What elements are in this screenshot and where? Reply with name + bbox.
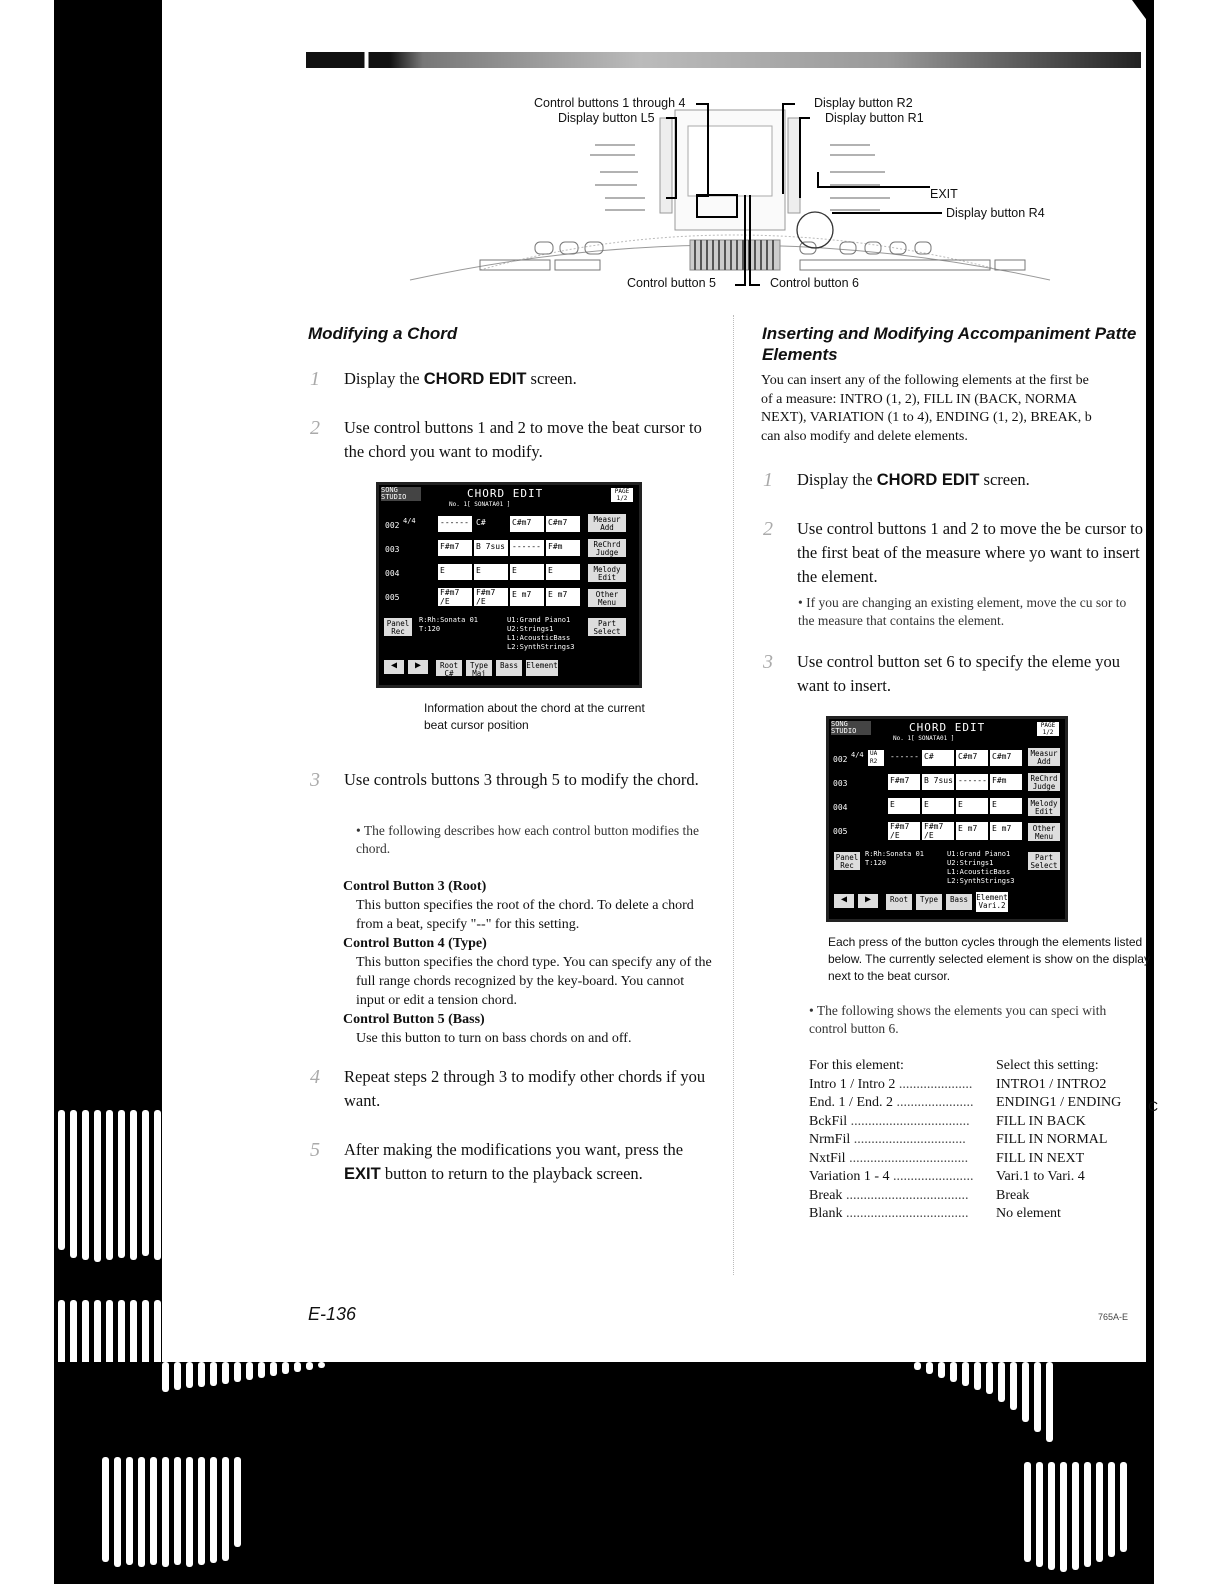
scan-artifact bbox=[1024, 1462, 1127, 1572]
part-u2: U2:Strings1 bbox=[947, 859, 994, 867]
song-number: No. 1[ SONATA01 ] bbox=[893, 735, 955, 742]
chord-cell[interactable]: E bbox=[955, 797, 989, 815]
right-intro: You can insert any of the following elements at the first be of a measure: INTRO (1, 2), FILL IN (BACK, NORMA NEXT), VARIATION (1 to 4), ENDING (1, 2), BREAK, b can also modify and delete elements. bbox=[761, 373, 1092, 444]
page-indicator: PAGE 1/2 bbox=[611, 488, 633, 502]
next-arrow-icon[interactable]: ▶ bbox=[857, 893, 879, 909]
scan-artifact bbox=[162, 1362, 325, 1392]
measure-004: 004 bbox=[385, 569, 400, 578]
element-indicator: UA R2 bbox=[867, 749, 885, 767]
measure-003: 003 bbox=[385, 545, 400, 554]
label-display-button-r1: Display button R1 bbox=[825, 111, 924, 125]
label-exit: EXIT bbox=[930, 187, 958, 201]
melody-edit-button[interactable]: Melody Edit bbox=[1027, 797, 1061, 817]
part-u2: U2:Strings1 bbox=[507, 625, 554, 633]
step-number: 2 bbox=[763, 518, 773, 540]
part-u1: U1:Grand Piano1 bbox=[507, 616, 571, 624]
measure-002: 002 bbox=[833, 755, 848, 764]
chord-cell[interactable]: E m7 bbox=[509, 587, 545, 607]
part-l2: L2:SynthStrings3 bbox=[947, 877, 1015, 885]
chord-cell[interactable]: C# bbox=[921, 749, 955, 767]
section-heading-elements: Elements bbox=[762, 345, 838, 364]
table-row: End. 1 / End. 2 ...................... ENDING1 / ENDING bbox=[809, 1095, 1122, 1110]
chord-cell[interactable]: ------ bbox=[509, 539, 545, 557]
chord-cell[interactable]: F#m7 /E bbox=[887, 821, 921, 841]
chord-cell[interactable]: E bbox=[437, 563, 473, 581]
label-control-button-5: Control button 5 bbox=[627, 276, 716, 290]
scan-margin bbox=[0, 0, 54, 1584]
label-control-buttons-1-4: Control buttons 1 through 4 bbox=[534, 96, 686, 110]
part-l1: L1:AcousticBass bbox=[507, 634, 571, 642]
tempo-info: T:120 bbox=[419, 625, 441, 633]
panel-rec-button[interactable]: Panel Rec bbox=[383, 617, 413, 637]
measure-002: 002 bbox=[385, 521, 400, 530]
table-row: Intro 1 / Intro 2 ..................... INTRO1 / INTRO2 bbox=[809, 1076, 1107, 1092]
label-display-button-l5: Display button L5 bbox=[558, 111, 655, 125]
chord-cell[interactable]: E m7 bbox=[955, 821, 989, 841]
right-step-2: 2 Use control buttons 1 and 2 to move the be cursor to the first beat of the measure where yo want to insert the element. bbox=[763, 518, 1143, 586]
other-menu-button[interactable]: Other Menu bbox=[1027, 822, 1061, 842]
table-row: Blank ................................... No element bbox=[809, 1206, 1061, 1221]
scan-artifact bbox=[58, 1110, 173, 1265]
measure-add-button[interactable]: Measur Add bbox=[587, 513, 627, 533]
measure-005: 005 bbox=[833, 827, 848, 836]
chord-cell[interactable]: B 7sus bbox=[473, 539, 509, 557]
header-bar bbox=[306, 52, 1141, 68]
tempo-info: T:120 bbox=[865, 859, 887, 867]
chord-cell[interactable]: E bbox=[509, 563, 545, 581]
tab-root[interactable]: Root C# bbox=[435, 659, 463, 677]
part-l1: L1:AcousticBass bbox=[947, 868, 1011, 876]
keyboard-panel-illustration bbox=[400, 90, 1060, 300]
rhythm-info: R:Rh:Sonata 01 bbox=[419, 616, 479, 624]
mode-label: SONG STUDIO bbox=[831, 721, 871, 735]
measure-004: 004 bbox=[833, 803, 848, 812]
left-screen-caption: Information about the chord at the current beat cursor position bbox=[424, 701, 645, 732]
table-row: BckFil .................................. FILL IN BACK bbox=[809, 1113, 1086, 1129]
section-heading-inserting: Inserting and Modifying Accompaniment Patte bbox=[762, 324, 1137, 343]
song-number: No. 1[ SONATA01 ] bbox=[449, 501, 511, 508]
left-bullet: • The following describes how each control button modifies the chord. bbox=[356, 823, 700, 856]
button-4-text: This button specifies the chord type. You can specify any of the full range chords recognized by the key-board. You cannot input or edit a tension chord. bbox=[356, 955, 712, 1008]
chord-edit-screen-element bbox=[826, 716, 1068, 922]
screen-title: CHORD EDIT bbox=[467, 487, 544, 500]
chord-cell[interactable]: C#m7 bbox=[989, 749, 1023, 767]
chord-cell[interactable]: F#m7 /E bbox=[921, 821, 955, 841]
part-l2: L2:SynthStrings3 bbox=[507, 643, 575, 651]
step-number: 3 bbox=[763, 651, 773, 673]
right-step-3: 3 Use control button set 6 to specify the eleme you want to insert. bbox=[763, 651, 1121, 695]
table-row: NxtFil .................................. FILL IN NEXT bbox=[809, 1150, 1085, 1166]
page-number: E-136 bbox=[308, 1304, 357, 1324]
keyboard-diagram bbox=[400, 90, 1060, 300]
column-divider bbox=[733, 315, 735, 1275]
label-display-button-r4: Display button R4 bbox=[946, 206, 1045, 220]
time-signature: 4/4 bbox=[851, 751, 864, 759]
label-control-button-6: Control button 6 bbox=[770, 276, 859, 290]
panel-rec-button[interactable]: Panel Rec bbox=[833, 851, 861, 871]
margin-mark: C bbox=[1148, 1098, 1159, 1114]
measure-005: 005 bbox=[385, 593, 400, 602]
right-bullet-2: • The following shows the elements you can speci with control button 6. bbox=[809, 1003, 1107, 1036]
next-arrow-icon[interactable]: ▶ bbox=[407, 659, 429, 675]
page-indicator: PAGE 1/2 bbox=[1037, 722, 1059, 736]
step-number: 2 bbox=[310, 417, 320, 439]
step-number: 4 bbox=[310, 1066, 320, 1088]
part-select-button[interactable]: Part Select bbox=[587, 617, 627, 637]
scan-artifact bbox=[914, 1362, 1053, 1442]
step-number: 1 bbox=[310, 368, 320, 390]
tab-type[interactable]: Type bbox=[915, 893, 943, 911]
rechord-judge-button[interactable]: ReChrd Judge bbox=[587, 538, 627, 558]
chord-cell[interactable]: F#m7 /E bbox=[473, 587, 509, 607]
melody-edit-button[interactable]: Melody Edit bbox=[587, 563, 627, 583]
other-menu-button[interactable]: Other Menu bbox=[587, 588, 627, 608]
chord-cell[interactable]: C#m7 bbox=[545, 515, 581, 533]
tab-element[interactable]: Element bbox=[525, 659, 559, 677]
rechord-judge-button[interactable]: ReChrd Judge bbox=[1027, 772, 1061, 792]
button-5-title: Control Button 5 (Bass) bbox=[343, 1012, 485, 1027]
left-step-4: 4 Repeat steps 2 through 3 to modify other chords if you want. bbox=[310, 1066, 706, 1110]
chord-cell[interactable]: E bbox=[545, 563, 581, 581]
chord-cell[interactable]: E bbox=[887, 797, 921, 815]
chord-cell[interactable]: F#m7 bbox=[437, 539, 473, 557]
chord-cell[interactable]: F#m7 bbox=[887, 773, 921, 791]
rhythm-info: R:Rh:Sonata 01 bbox=[865, 850, 925, 858]
control-button-descriptions bbox=[343, 877, 713, 1048]
chord-cell[interactable]: C#m7 bbox=[509, 515, 545, 533]
element-table bbox=[809, 1057, 1149, 1224]
right-bullet-1: • If you are changing an existing element, move the cu sor to the measure that contains the element. bbox=[798, 595, 1127, 628]
tab-bass[interactable]: Bass bbox=[495, 659, 523, 677]
right-screen-caption: Each press of the button cycles through the elements listed below. The currently selected element is show on the display next to the beat cursor. bbox=[828, 935, 1150, 983]
part-select-button[interactable]: Part Select bbox=[1027, 851, 1061, 871]
prev-arrow-icon[interactable]: ◀ bbox=[833, 893, 855, 909]
button-3-text: This button specifies the root of the chord. To delete a chord from a beat, specify "--" for this setting. bbox=[356, 898, 694, 932]
chord-cell-cursor[interactable]: ------ bbox=[887, 749, 921, 767]
chord-cell[interactable]: C#m7 bbox=[955, 749, 989, 767]
scan-shadow-bottom bbox=[54, 1362, 1154, 1584]
chord-cell[interactable]: ------ bbox=[955, 773, 989, 791]
right-step-1: 1 Display the CHORD EDIT screen. bbox=[763, 469, 1030, 491]
step-number: 5 bbox=[310, 1139, 320, 1161]
button-3-title: Control Button 3 (Root) bbox=[343, 879, 487, 894]
section-heading-modifying-chord: Modifying a Chord bbox=[308, 324, 458, 343]
scan-shadow-left bbox=[54, 0, 162, 1584]
chord-cell[interactable]: F#m bbox=[545, 539, 581, 557]
step-number: 3 bbox=[310, 769, 320, 791]
tab-bass[interactable]: Bass bbox=[945, 893, 973, 911]
measure-add-button[interactable]: Measur Add bbox=[1027, 747, 1061, 767]
button-4-title: Control Button 4 (Type) bbox=[343, 936, 487, 951]
table-row: Variation 1 - 4 ....................... Vari.1 to Vari. 4 bbox=[809, 1169, 1085, 1184]
chord-cell[interactable]: F#m7 /E bbox=[437, 587, 473, 607]
tab-root[interactable]: Root bbox=[885, 893, 913, 911]
chord-cell[interactable]: ------ bbox=[437, 515, 473, 533]
chord-cell[interactable]: E m7 bbox=[545, 587, 581, 607]
tab-element[interactable]: Element Vari.2 bbox=[975, 891, 1009, 913]
button-5-text: Use this button to turn on bass chords on and off. bbox=[356, 1031, 632, 1046]
chord-cell[interactable]: E bbox=[473, 563, 509, 581]
chord-cell[interactable]: E bbox=[921, 797, 955, 815]
chord-edit-screen bbox=[376, 482, 642, 688]
catalog-code: 765A-E bbox=[1098, 1312, 1129, 1322]
prev-arrow-icon[interactable]: ◀ bbox=[383, 659, 405, 675]
left-step-1: 1 Display the CHORD EDIT screen. bbox=[310, 368, 577, 390]
time-signature: 4/4 bbox=[403, 517, 416, 525]
chord-cell[interactable]: E bbox=[989, 797, 1023, 815]
left-step-5: 5 After making the modifications you want, press the EXIT button to return to the playback screen. bbox=[310, 1139, 684, 1183]
chord-cell-cursor[interactable]: C# bbox=[473, 515, 509, 533]
chord-cell[interactable]: B 7sus bbox=[921, 773, 955, 791]
table-row: NrmFil ................................ FILL IN NORMAL bbox=[809, 1132, 1108, 1147]
left-step-2: 2 Use control buttons 1 and 2 to move the beat cursor to the chord you want to modify. bbox=[310, 417, 702, 461]
step-number: 1 bbox=[763, 469, 773, 491]
part-u1: U1:Grand Piano1 bbox=[947, 850, 1011, 858]
tab-type[interactable]: Type Maj bbox=[465, 659, 493, 677]
table-row: Break ................................... Break bbox=[809, 1187, 1030, 1203]
chord-cell[interactable]: F#m bbox=[989, 773, 1023, 791]
mode-label: SONG STUDIO bbox=[381, 487, 421, 501]
scan-artifact bbox=[102, 1457, 241, 1567]
table-header: For this element: Select this setting: bbox=[809, 1058, 1099, 1073]
chord-cell[interactable]: E m7 bbox=[989, 821, 1023, 841]
label-display-button-r2: Display button R2 bbox=[814, 96, 913, 110]
measure-003: 003 bbox=[833, 779, 848, 788]
element-settings-table bbox=[809, 1057, 1121, 1224]
left-step-3: 3 Use controls buttons 3 through 5 to modify the chord. bbox=[310, 769, 699, 791]
screen-title: CHORD EDIT bbox=[909, 721, 986, 734]
